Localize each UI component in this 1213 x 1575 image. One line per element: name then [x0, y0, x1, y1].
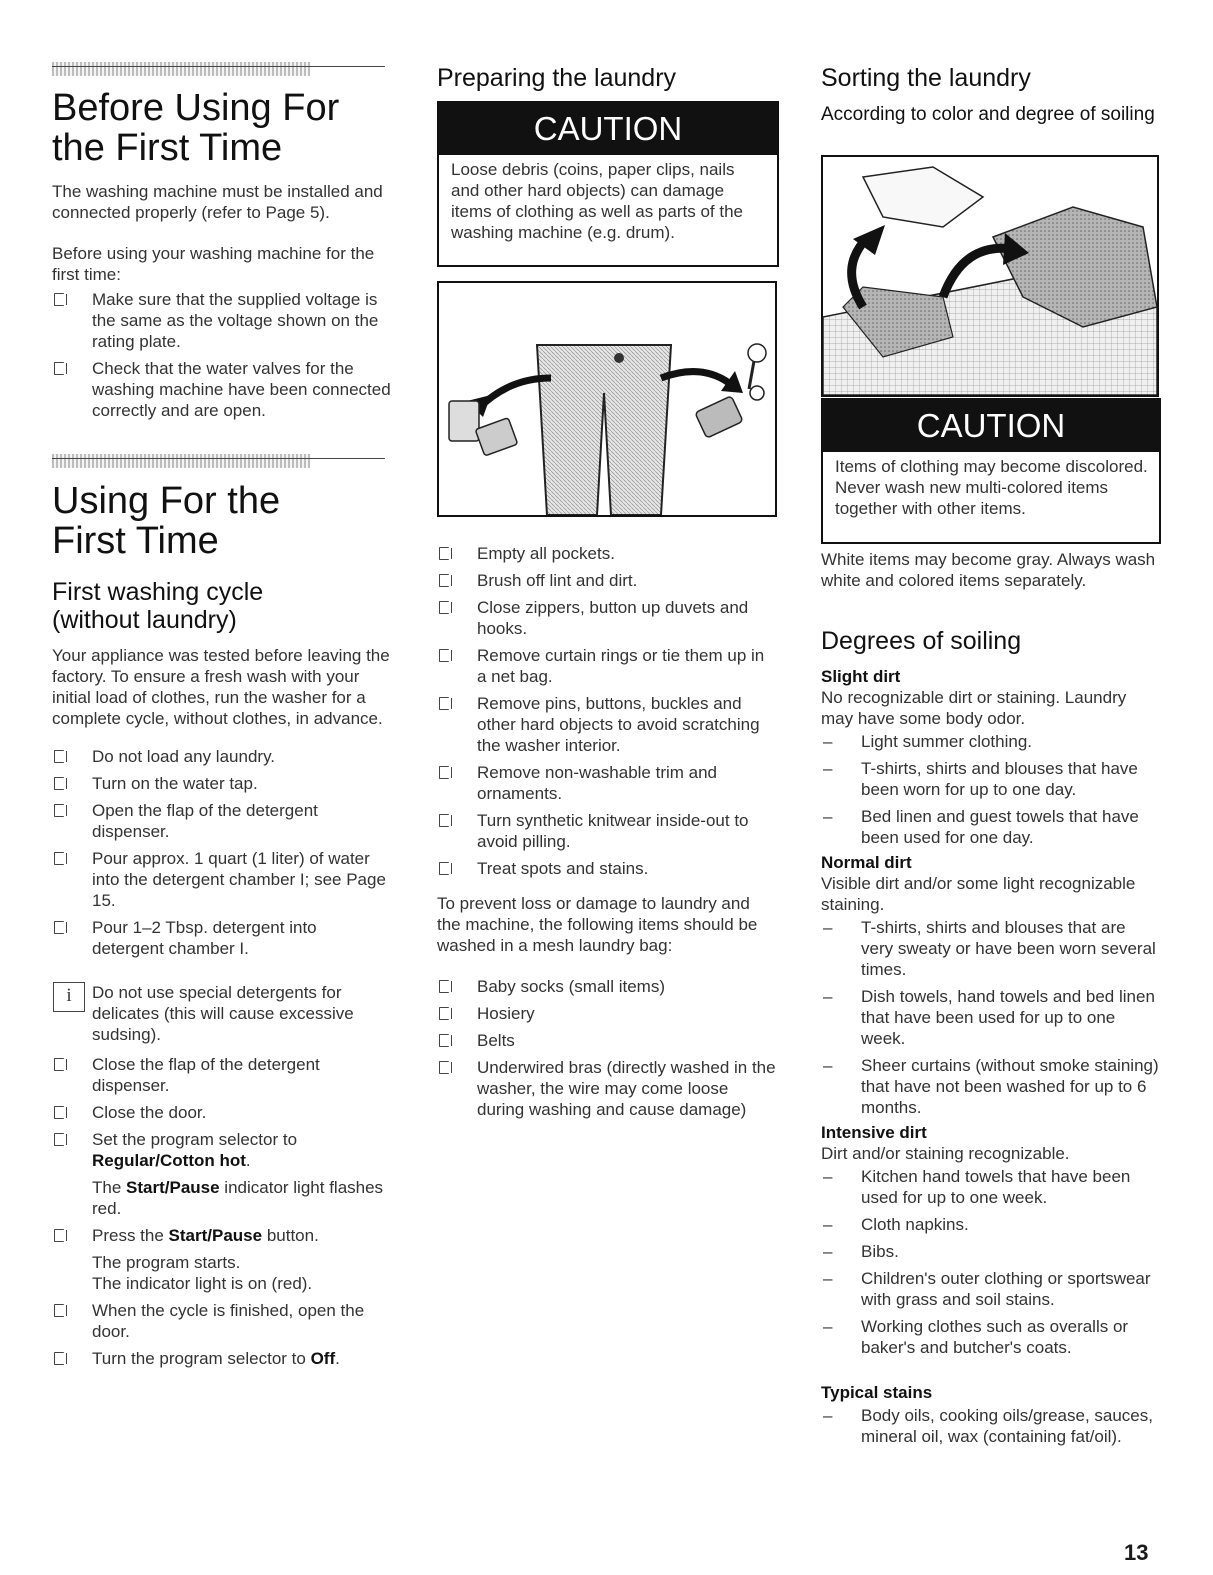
list-item-text: Cloth napkins.: [861, 1215, 969, 1234]
list-item-text: Hosiery: [477, 1004, 535, 1023]
checkbox-icon: [54, 921, 64, 934]
checkbox-icon: [439, 862, 449, 875]
list-item: [437, 810, 777, 852]
light-on-note: The indicator light is on (red).: [92, 1274, 313, 1293]
checkbox-icon: [54, 1304, 64, 1317]
title-line-2: the First Time: [52, 127, 283, 169]
list-item: [821, 986, 1161, 1049]
intro-install-text: The washing machine must be installed and connected properly (refer to Page 5).: [52, 182, 383, 222]
cycle-intro-text: Your appliance was tested before leaving the factory. To ensure a fresh wash with your initial load of clothes, run the washer for a complete cycle, without clothes, in advance.: [52, 646, 390, 728]
dash-bullet: –: [823, 1269, 833, 1288]
list-item: [437, 570, 777, 591]
prep-steps-list: [437, 543, 777, 885]
list-item-text: Make sure that the supplied voltage is the same as the voltage shown on the rating plate.: [92, 290, 379, 351]
list-item: [821, 1405, 1161, 1447]
title-line-2: First Time: [52, 520, 219, 562]
list-item: [821, 1214, 1161, 1235]
checkbox-icon: [54, 362, 64, 375]
list-item-text: Children's outer clothing or sportswear with grass and soil stains.: [861, 1269, 1151, 1309]
list-item-text: Remove pins, buttons, buckles and other hard objects to avoid scratching the washer interior.: [477, 694, 760, 755]
pants-pockets-illustration: [437, 281, 777, 517]
list-item: [437, 858, 777, 879]
normal-dirt-heading: Normal dirt: [821, 853, 912, 872]
checkbox-icon: [439, 601, 449, 614]
checkbox-icon: [54, 1352, 64, 1365]
indicator-note: [92, 1177, 392, 1219]
list-item: [821, 731, 1161, 752]
pants-shape: [537, 345, 671, 515]
checkbox-icon: [439, 574, 449, 587]
list-item: [52, 1300, 392, 1342]
list-item-text: Bed linen and guest towels that have been used for one day.: [861, 807, 1139, 847]
checkbox-icon: [439, 697, 449, 710]
dash-bullet: –: [823, 732, 833, 751]
subtitle-line-1: First washing cycle: [52, 578, 264, 606]
dash-bullet: –: [823, 987, 833, 1006]
caution-box-debris: [437, 101, 779, 267]
program-name: Regular/Cotton hot: [92, 1151, 246, 1170]
punctuation: .: [245, 1151, 251, 1170]
checkbox-icon: [54, 1229, 64, 1242]
first-cycle-steps-continued: [52, 1054, 392, 1375]
list-item: [52, 1129, 392, 1219]
list-item: [52, 773, 392, 794]
checkbox-icon: [439, 649, 449, 662]
caution-box-discolor: [821, 398, 1161, 544]
list-item-text: Working clothes such as overalls or baker's and butcher's coats.: [861, 1317, 1129, 1357]
basket-illustration-svg: [823, 157, 1157, 395]
button-shape: [614, 353, 624, 363]
dash-bullet: –: [823, 1406, 833, 1425]
slight-dirt-section: [821, 666, 1161, 854]
list-item: [52, 1054, 392, 1096]
white-items-note: White items may become gray. Always wash white and colored items separately.: [821, 550, 1156, 590]
checkbox-icon: [54, 804, 64, 817]
checkbox-icon: [439, 814, 449, 827]
list-item: [821, 1316, 1161, 1358]
list-item-text: Set the program selector to: [92, 1130, 298, 1149]
list-item: [437, 693, 777, 756]
dash-bullet: –: [823, 759, 833, 778]
laundry-basket-illustration: [821, 155, 1159, 397]
sorting-subtitle: According to color and degree of soiling: [821, 104, 1155, 125]
page-number: 13: [1124, 1540, 1149, 1565]
section-title-sorting: Sorting the laundry: [821, 64, 1031, 92]
checkbox-icon: [439, 1034, 449, 1047]
list-item-text: Brush off lint and dirt.: [477, 571, 638, 590]
list-item-text: Do not load any laundry.: [92, 747, 276, 766]
mesh-bag-items: [437, 976, 777, 1126]
caution-header: CAUTION: [439, 103, 777, 155]
list-item-text: Remove curtain rings or tie them up in a net bag.: [477, 646, 765, 686]
list-item: [821, 917, 1161, 980]
list-item-text: Close the door.: [92, 1103, 207, 1122]
info-note-text: Do not use special detergents for delicates (this will cause excessive sudsing).: [92, 983, 354, 1044]
text: button.: [262, 1226, 319, 1245]
wallet-icon: [695, 396, 743, 438]
key-ring-icon: [748, 344, 766, 362]
list-item: [821, 1055, 1161, 1118]
button-name: Start/Pause: [168, 1226, 263, 1245]
pants-illustration-svg: [439, 283, 775, 515]
title-line-1: Using For the: [52, 480, 281, 522]
section-title-preparing: Preparing the laundry: [437, 64, 677, 92]
section-divider-pattern: [52, 454, 310, 468]
text: The: [92, 1178, 127, 1197]
slight-dirt-desc: No recognizable dirt or staining. Laundry may have some body odor.: [821, 688, 1127, 728]
typical-stains-list: [821, 1405, 1161, 1447]
checkbox-icon: [439, 766, 449, 779]
list-item: [52, 917, 392, 959]
list-item: [821, 1166, 1161, 1208]
list-item-text: Pour approx. 1 quart (1 liter) of water into the detergent chamber I; see Page 15.: [92, 849, 386, 910]
dash-bullet: –: [823, 807, 833, 826]
list-item: [821, 806, 1161, 848]
lighter-icon: [449, 401, 479, 441]
mesh-bag-intro: To prevent loss or damage to laundry and the machine, the following items should be washed in a mesh laundry bag:: [437, 894, 758, 955]
title-line-1: Before Using For: [52, 87, 340, 129]
normal-dirt-list: [821, 917, 1161, 1118]
list-item: [437, 1057, 777, 1120]
typical-stains-heading: Typical stains: [821, 1383, 933, 1402]
program-starts-note: The program starts.: [92, 1253, 241, 1272]
setting-name: Off: [310, 1349, 336, 1368]
section-divider-line: [52, 458, 385, 459]
slight-dirt-heading: Slight dirt: [821, 667, 901, 686]
list-item: [437, 762, 777, 804]
list-item-text: Baby socks (small items): [477, 977, 665, 996]
list-item-text: Sheer curtains (without smoke staining) that have not been washed for up to 6 months.: [861, 1056, 1159, 1117]
intensive-dirt-heading: Intensive dirt: [821, 1123, 927, 1142]
list-item: [821, 758, 1161, 800]
section-divider-line: [52, 66, 385, 67]
text: indicator light flashes red.: [92, 1178, 384, 1218]
list-item-text: When the cycle is finished, open the door.: [92, 1301, 365, 1341]
normal-dirt-desc: Visible dirt and/or some light recognizable staining.: [821, 874, 1136, 914]
list-item: [821, 1241, 1161, 1262]
key-icon: [749, 361, 754, 389]
first-cycle-steps: [52, 746, 392, 965]
list-item-text: Open the flap of the detergent dispenser.: [92, 801, 318, 841]
checkbox-icon: [439, 980, 449, 993]
list-item: [52, 848, 392, 911]
section-divider-pattern: [52, 62, 310, 76]
list-item-text: Empty all pockets.: [477, 544, 615, 563]
list-item-text: T-shirts, shirts and blouses that have been worn for up to one day.: [861, 759, 1138, 799]
list-item: [437, 976, 777, 997]
list-item: [437, 1030, 777, 1051]
list-item-text: Pour 1–2 Tbsp. detergent into detergent chamber I.: [92, 918, 317, 958]
list-item-text: Belts: [477, 1031, 515, 1050]
checkbox-icon: [439, 1007, 449, 1020]
list-item: [821, 1268, 1161, 1310]
normal-dirt-section: [821, 852, 1161, 1124]
intensive-dirt-desc: Dirt and/or staining recognizable.: [821, 1144, 1070, 1163]
white-clothes-shape: [863, 167, 983, 227]
dash-bullet: –: [823, 918, 833, 937]
list-item-text: Underwired bras (directly washed in the washer, the wire may come loose during washing and cause damage): [477, 1058, 776, 1119]
list-item: [52, 800, 392, 842]
checkbox-icon: [54, 852, 64, 865]
list-item-text: Turn synthetic knitwear inside-out to avoid pilling.: [477, 811, 749, 851]
checkbox-icon: [54, 1133, 64, 1146]
list-item-text: Treat spots and stains.: [477, 859, 649, 878]
checkbox-icon: [54, 293, 64, 306]
text: Press the: [92, 1226, 169, 1245]
checkbox-icon: [439, 1061, 449, 1074]
checkbox-icon: [54, 777, 64, 790]
text: Turn the program selector to: [92, 1349, 311, 1368]
dash-bullet: –: [823, 1317, 833, 1336]
intensive-dirt-list: [821, 1166, 1161, 1358]
subtitle-line-2: (without laundry): [52, 606, 237, 634]
dash-bullet: –: [823, 1167, 833, 1186]
list-item-text: T-shirts, shirts and blouses that are very sweaty or have been worn several times.: [861, 918, 1156, 979]
list-item-text: Light summer clothing.: [861, 732, 1033, 751]
dash-bullet: –: [823, 1215, 833, 1234]
section-title-using-first-time: [52, 481, 280, 561]
checkbox-icon: [54, 1106, 64, 1119]
list-item-text: Close the flap of the detergent dispenser.: [92, 1055, 320, 1095]
list-item-text: Turn on the water tap.: [92, 774, 258, 793]
list-item: [52, 289, 392, 352]
intensive-dirt-section: [821, 1122, 1161, 1364]
slight-dirt-list: [821, 731, 1161, 848]
section-title-before-using: [52, 88, 339, 168]
list-item: [52, 1225, 392, 1294]
list-item: [52, 746, 392, 767]
list-item: [437, 543, 777, 564]
text: .: [335, 1349, 340, 1368]
list-item-text: Close zippers, button up duvets and hooks.: [477, 598, 749, 638]
intro-before-text: Before using your washing machine for the first time:: [52, 244, 375, 284]
caution-header: CAUTION: [823, 400, 1159, 452]
info-note: [52, 982, 392, 1045]
list-item-text: Kitchen hand towels that have been used for up to one week.: [861, 1167, 1131, 1207]
tissue-pack-icon: [475, 418, 517, 456]
checkbox-icon: [54, 750, 64, 763]
list-item-text: Remove non-washable trim and ornaments.: [477, 763, 718, 803]
list-item-text: Body oils, cooking oils/grease, sauces, mineral oil, wax (containing fat/oil).: [861, 1406, 1153, 1446]
before-checklist: [52, 289, 392, 427]
dash-bullet: –: [823, 1056, 833, 1075]
caution-text: Loose debris (coins, paper clips, nails and other hard objects) can damage items of clothing as well as parts of the washing machine (e.g. drum).: [451, 160, 743, 242]
section-title-soiling: Degrees of soiling: [821, 627, 1022, 655]
list-item: [437, 597, 777, 639]
list-item-text: Check that the water valves for the washing machine have been connected correctly and are open.: [92, 359, 391, 420]
checkbox-icon: [439, 547, 449, 560]
arrow-right-icon: [661, 372, 729, 383]
list-item-text: Bibs.: [861, 1242, 899, 1261]
coin-icon: [750, 386, 764, 400]
button-name: Start/Pause: [126, 1178, 220, 1197]
list-item: [437, 645, 777, 687]
dash-bullet: –: [823, 1242, 833, 1261]
list-item: [52, 1102, 392, 1123]
typical-stains-section: [821, 1382, 1161, 1453]
list-item: [52, 358, 392, 421]
list-item-text: Dish towels, hand towels and bed linen that have been used for up to one week.: [861, 987, 1155, 1048]
subsection-title-first-cycle: [52, 578, 263, 634]
list-item: [52, 1348, 392, 1369]
list-item: [437, 1003, 777, 1024]
checkbox-icon: [54, 1058, 64, 1071]
caution-text: Items of clothing may become discolored. Never wash new multi-colored items together with other items.: [835, 457, 1148, 518]
info-icon: i: [53, 982, 85, 1012]
